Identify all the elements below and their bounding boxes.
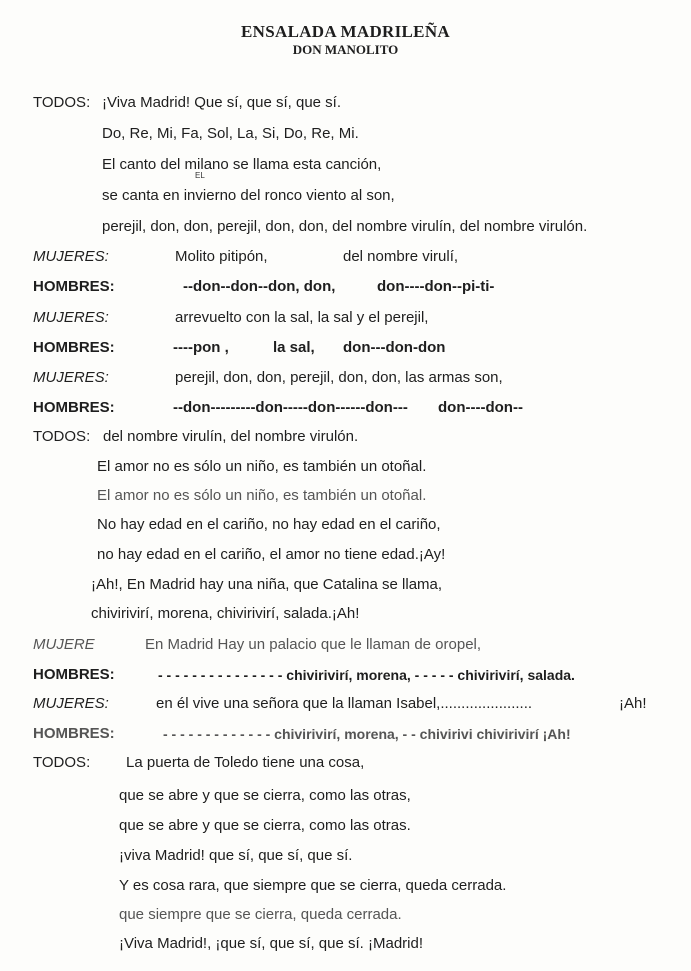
lyric-line: ¡viva Madrid! que sí, que sí, que sí. [119, 847, 353, 864]
role-hombres: HOMBRES: [33, 666, 115, 683]
lyric-line: arrevuelto con la sal, la sal y el perejil, [175, 309, 429, 326]
lyric-line: del nombre virulín, del nombre virulón. [103, 428, 359, 445]
lyric-line: que siempre que se cierra, queda cerrada. [119, 906, 402, 923]
lyric-line: no hay edad en el cariño, el amor no tiene edad.¡Ay! [97, 546, 446, 563]
lyric-line: En Madrid Hay un palacio que le llaman de oropel, [145, 636, 482, 653]
handwritten-annotation: EL [195, 171, 205, 180]
lyric-line: del nombre virulí, [343, 248, 459, 265]
lyric-line: El canto del milano se llama esta canción, [102, 156, 382, 173]
lyric-line: en él vive una señora que la llaman Isabel,...................... [156, 695, 533, 712]
role-mujeres: MUJERES: [33, 309, 109, 326]
lyric-line: perejil, don, don, perejil, don, don, del nombre virulín, del nombre virulón. [102, 218, 588, 235]
lyric-line: Molito pitipón, [175, 248, 268, 265]
lyric-line: don----don--pi-ti- [377, 278, 495, 295]
role-todos: TODOS: [33, 94, 91, 111]
role-hombres: HOMBRES: [33, 339, 115, 356]
lyric-line: El amor no es sólo un niño, es también un otoñal. [97, 487, 427, 504]
role-todos: TODOS: [33, 428, 91, 445]
role-todos: TODOS: [33, 754, 91, 771]
lyric-line: Y es cosa rara, que siempre que se cierra, queda cerrada. [119, 877, 507, 894]
lyric-line: que se abre y que se cierra, como las otras. [119, 817, 411, 834]
lyric-line: don---don-don [343, 339, 446, 356]
role-mujeres: MUJERES: [33, 369, 109, 386]
lyric-line: Do, Re, Mi, Fa, Sol, La, Si, Do, Re, Mi. [102, 125, 359, 142]
lyric-line: ¡Viva Madrid!, ¡que sí, que sí, que sí. ¡Madrid! [119, 935, 424, 952]
lyric-line: que se abre y que se cierra, como las otras, [119, 787, 411, 804]
role-mujeres: MUJERES: [33, 695, 109, 712]
role-hombres: HOMBRES: [33, 278, 115, 295]
lyric-line: se canta en invierno del ronco viento al son, [102, 187, 395, 204]
role-hombres: HOMBRES: [33, 725, 115, 742]
lyric-line: - - - - - - - - - - - - - chivirivirí, morena, - - chivirivi chivirivirí ¡Ah! [163, 726, 571, 742]
song-author: DON MANOLITO [292, 42, 399, 57]
lyric-line: --don--don--don, don, [183, 278, 336, 295]
lyric-line: ¡Ah!, En Madrid hay una niña, que Catalina se llama, [91, 576, 443, 593]
lyric-line: ----pon , [173, 339, 229, 356]
lyric-line: chivirivirí, morena, chivirivirí, salada.¡Ah! [91, 605, 360, 622]
lyric-line: La puerta de Toledo tiene una cosa, [126, 754, 365, 771]
role-mujeres-faded: MUJERE [33, 636, 95, 653]
lyric-line: --don---------don-----don------don--- [173, 399, 408, 416]
lyric-line: ¡Viva Madrid! Que sí, que sí, que sí. [102, 94, 342, 111]
role-hombres: HOMBRES: [33, 399, 115, 416]
lyric-line: - - - - - - - - - - - - - - - chivirivirí, morena, - - - - - chivirivirí, salada. [158, 667, 575, 683]
lyric-line: El amor no es sólo un niño, es también un otoñal. [97, 458, 427, 475]
lyric-line: perejil, don, don, perejil, don, don, las armas son, [175, 369, 503, 386]
role-mujeres: MUJERES: [33, 248, 109, 265]
song-title: ENSALADA MADRILEÑA [241, 22, 450, 41]
lyric-line: la sal, [273, 339, 315, 356]
lyric-line: ¡Ah! [619, 695, 647, 712]
lyric-line: No hay edad en el cariño, no hay edad en el cariño, [97, 516, 441, 533]
lyric-line: don----don-- [438, 399, 523, 416]
